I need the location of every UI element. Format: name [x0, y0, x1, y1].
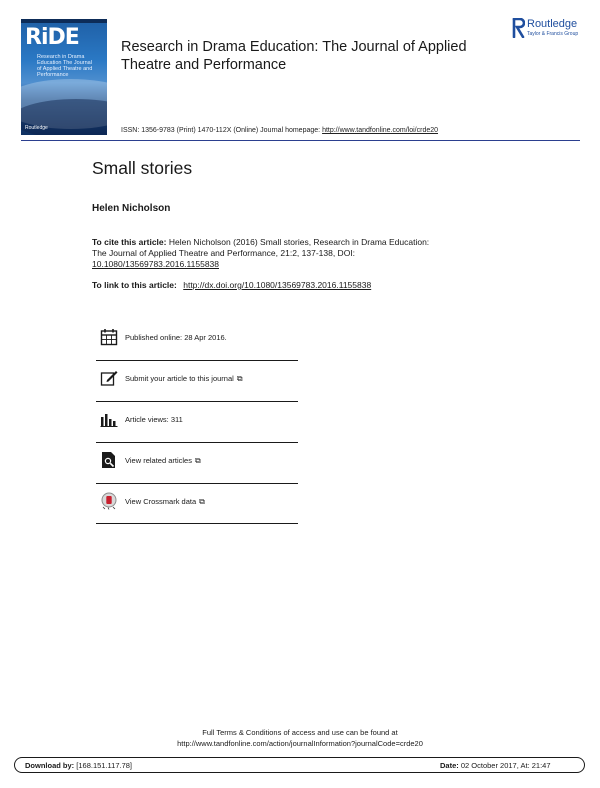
crossmark-text: View Crossmark data [125, 497, 197, 506]
cover-title: RiDE [25, 25, 79, 50]
downloaded-by-label: Download by: [25, 761, 75, 770]
submit-article-label [125, 374, 243, 384]
submit-article-text: Submit your article to this journal [125, 374, 234, 383]
publisher-tagline: Taylor & Francis Group [527, 31, 579, 37]
submit-article-item[interactable] [96, 361, 298, 401]
journal-cover-image [21, 19, 107, 135]
external-link-icon: ⧉ [194, 456, 201, 465]
download-info-box [14, 757, 585, 773]
downloaded-by [25, 761, 132, 770]
terms-line-1: Full Terms & Conditions of access and use can be found at [202, 728, 398, 737]
crossmark-icon [100, 492, 118, 510]
citation-block [92, 237, 437, 270]
crossmark-item[interactable] [96, 484, 298, 524]
related-articles-text: View related articles [125, 456, 192, 465]
publisher-logo [512, 18, 592, 40]
download-date-label: Date: [440, 761, 459, 770]
routledge-logo-icon [512, 18, 525, 38]
bar-chart-icon [100, 410, 118, 428]
cover-top-strip [21, 19, 107, 23]
terms-url-link[interactable]: http://www.tandfonline.com/action/journalInformation?journalCode=crde20 [177, 739, 423, 748]
cite-text: Helen Nicholson (2016) Small stories, Research in Drama Education: The Journal of Applied Theatre and Performance, 21:2, 137-138, DOI: [92, 237, 430, 258]
edit-icon [100, 369, 118, 387]
issn-line [121, 127, 438, 134]
downloaded-by-value: [168.151.117.78] [76, 761, 133, 770]
info-divider [96, 523, 298, 524]
download-date [440, 761, 551, 770]
external-link-icon: ⧉ [236, 374, 243, 383]
cover-publisher-mark: Routledge [25, 125, 48, 131]
article-link-block [92, 280, 371, 290]
article-url-link[interactable]: http://dx.doi.org/10.1080/13569783.2016.1155838 [183, 280, 372, 290]
related-articles-label [125, 456, 201, 466]
published-online-label: Published online: 28 Apr 2016. [125, 333, 227, 342]
calendar-icon [100, 328, 118, 346]
crossmark-label [125, 497, 205, 507]
doi-link[interactable]: 10.1080/13569783.2016.1155838 [92, 259, 219, 269]
article-views-item [96, 402, 298, 442]
download-date-value: 02 October 2017, At: 21:47 [460, 761, 551, 770]
journal-title: Research in Drama Education: The Journal of Applied Theatre and Performance [121, 39, 467, 73]
article-title: Small stories [92, 158, 193, 178]
link-label: To link to this article: [92, 280, 177, 290]
article-author: Helen Nicholson [92, 203, 171, 214]
search-document-icon [100, 451, 118, 469]
header-rule [21, 140, 580, 141]
article-views-label: Article views: 311 [125, 415, 183, 424]
published-online-item [96, 320, 298, 360]
issn-text: ISSN: 1356-9783 (Print) 1470-112X (Online) Journal homepage: [121, 127, 321, 134]
cite-label: To cite this article: [92, 237, 167, 247]
publisher-name: Routledge [527, 18, 578, 30]
journal-homepage-link[interactable]: http://www.tandfonline.com/loi/crde20 [322, 127, 439, 134]
related-articles-item[interactable] [96, 443, 298, 483]
external-link-icon: ⧉ [199, 497, 205, 506]
cover-subtitle: Research in Drama Education The Journal of Applied Theatre and Performance [37, 54, 93, 78]
terms-notice [100, 727, 500, 749]
